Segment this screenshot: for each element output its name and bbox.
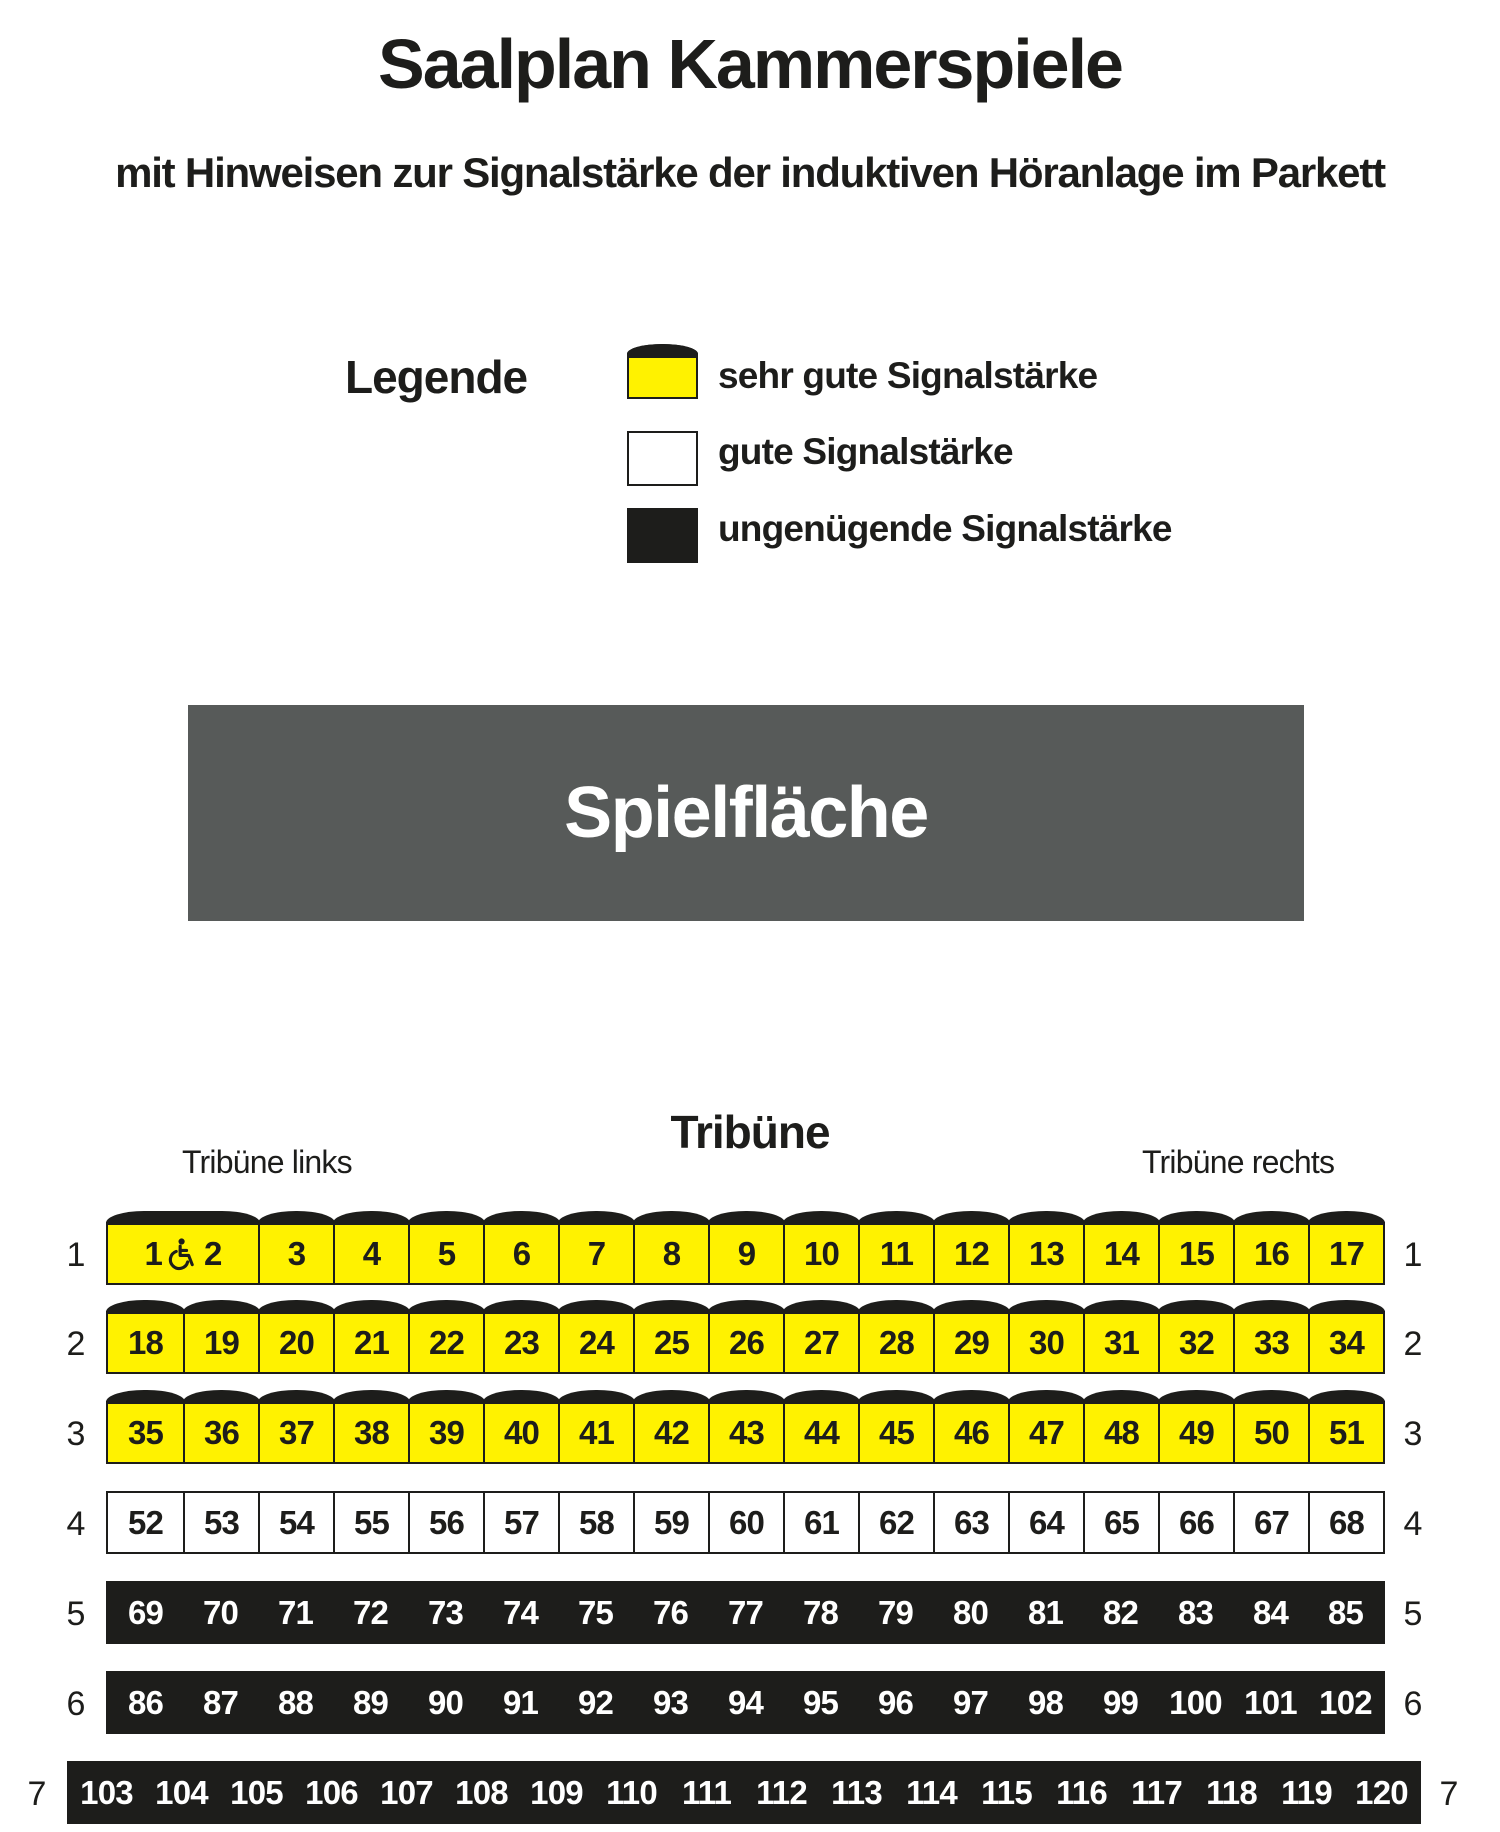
- seat-number: 10: [803, 1234, 840, 1272]
- seat-number: 53: [203, 1503, 240, 1541]
- seat-number: 119: [1281, 1773, 1332, 1811]
- seat-21[interactable]: [333, 1313, 408, 1372]
- seat-54[interactable]: [258, 1493, 333, 1552]
- seat-number: 89: [352, 1683, 389, 1721]
- seat-number: 12: [953, 1234, 990, 1272]
- seat-67[interactable]: [1233, 1493, 1308, 1552]
- seat-77[interactable]: [708, 1583, 783, 1642]
- seat-number: 72: [352, 1593, 389, 1631]
- seat-number: 92: [577, 1683, 614, 1721]
- row-number-left: 6: [66, 1685, 86, 1723]
- seat-92[interactable]: [558, 1673, 633, 1732]
- seat-number: 78: [802, 1593, 839, 1631]
- seat-76[interactable]: [633, 1583, 708, 1642]
- row-number-left: 5: [66, 1595, 86, 1633]
- seat-17[interactable]: [1308, 1224, 1383, 1283]
- seat-20[interactable]: [258, 1313, 333, 1372]
- seat-73[interactable]: [408, 1583, 483, 1642]
- seat-row-4: [106, 1491, 1385, 1554]
- seat-number: 55: [353, 1503, 390, 1541]
- seat-48[interactable]: [1083, 1403, 1158, 1462]
- seat-63[interactable]: [933, 1493, 1008, 1552]
- seat-46[interactable]: [933, 1403, 1008, 1462]
- seat-number: 52: [127, 1503, 164, 1541]
- seat-104[interactable]: [144, 1763, 219, 1822]
- seat-number: 65: [1103, 1503, 1140, 1541]
- seat-57[interactable]: [483, 1493, 558, 1552]
- seat-number: 112: [756, 1773, 807, 1811]
- row-number-right: 3: [1403, 1415, 1423, 1453]
- seat-23[interactable]: [483, 1313, 558, 1372]
- seat-number: 48: [1103, 1413, 1140, 1451]
- seat-47[interactable]: [1008, 1403, 1083, 1462]
- seat-56[interactable]: [408, 1493, 483, 1552]
- seat-number: 90: [427, 1683, 464, 1721]
- row-number-right: 7: [1439, 1775, 1459, 1813]
- seat-26[interactable]: [708, 1313, 783, 1372]
- seat-number: 45: [878, 1413, 915, 1451]
- seat-number: 93: [652, 1683, 689, 1721]
- row-number-left: 4: [66, 1505, 86, 1543]
- seat-number: 88: [277, 1683, 314, 1721]
- seat-number: 67: [1253, 1503, 1290, 1541]
- seat-27[interactable]: [783, 1313, 858, 1372]
- seat-83[interactable]: [1158, 1583, 1233, 1642]
- seat-87[interactable]: [183, 1673, 258, 1732]
- seat-number: 118: [1206, 1773, 1257, 1811]
- stage-label: Spielfläche: [564, 773, 928, 853]
- seat-number: 49: [1178, 1413, 1215, 1451]
- legend-swatch-insufficient: [627, 508, 698, 563]
- seat-number: 95: [802, 1683, 839, 1721]
- legend-label-insufficient: ungenügende Signalstärke: [718, 508, 1172, 549]
- seat-42[interactable]: [633, 1403, 708, 1462]
- seat-number: 32: [1178, 1323, 1215, 1361]
- seat-81[interactable]: [1008, 1583, 1083, 1642]
- seat-5[interactable]: [408, 1224, 483, 1283]
- seat-number: 46: [953, 1413, 990, 1451]
- seat-72[interactable]: [333, 1583, 408, 1642]
- seat-1[interactable]: [108, 1224, 258, 1283]
- seat-number: 62: [878, 1503, 915, 1541]
- seat-number: 63: [953, 1503, 990, 1541]
- seat-row-3: [106, 1401, 1385, 1464]
- seat-70[interactable]: [183, 1583, 258, 1642]
- seat-4[interactable]: [333, 1224, 408, 1283]
- seat-43[interactable]: [708, 1403, 783, 1462]
- seat-number: 31: [1103, 1323, 1140, 1361]
- seat-64[interactable]: [1008, 1493, 1083, 1552]
- seat-number: 3: [287, 1234, 306, 1272]
- seat-99[interactable]: [1083, 1673, 1158, 1732]
- seat-102[interactable]: [1308, 1673, 1383, 1732]
- seat-number: 60: [728, 1503, 765, 1541]
- seat-number: 77: [727, 1593, 764, 1631]
- seat-number: 74: [502, 1593, 539, 1631]
- seat-65[interactable]: [1083, 1493, 1158, 1552]
- seat-35[interactable]: [108, 1403, 183, 1462]
- seat-number: 81: [1027, 1593, 1064, 1631]
- seat-116[interactable]: [1044, 1763, 1119, 1822]
- seat-number: 73: [427, 1593, 464, 1631]
- seat-number: 54: [278, 1503, 315, 1541]
- seat-number: 23: [503, 1323, 540, 1361]
- seat-60[interactable]: [708, 1493, 783, 1552]
- seat-52[interactable]: [108, 1493, 183, 1552]
- seat-number: 38: [353, 1413, 390, 1451]
- seat-number: 19: [203, 1323, 240, 1361]
- seat-number: 76: [652, 1593, 689, 1631]
- seat-number: 56: [428, 1503, 465, 1541]
- seat-number: 85: [1327, 1593, 1364, 1631]
- seat-114[interactable]: [894, 1763, 969, 1822]
- seat-number: 18: [127, 1323, 164, 1361]
- row-number-right: 5: [1403, 1595, 1423, 1633]
- seat-66[interactable]: [1158, 1493, 1233, 1552]
- seat-number: 87: [202, 1683, 239, 1721]
- seat-number: 16: [1253, 1234, 1290, 1272]
- row-number-left: 1: [66, 1236, 86, 1274]
- seat-number: 105: [230, 1773, 283, 1811]
- seat-number: 11: [879, 1234, 914, 1272]
- seat-number: 25: [653, 1323, 690, 1361]
- page-subtitle: mit Hinweisen zur Signalstärke der induktiven Höranlage im Parkett: [115, 149, 1385, 196]
- seat-row-1: [106, 1222, 1385, 1285]
- seat-number: 9: [737, 1234, 756, 1272]
- seat-number: 120: [1355, 1773, 1408, 1811]
- seat-62[interactable]: [858, 1493, 933, 1552]
- seat-80[interactable]: [933, 1583, 1008, 1642]
- seat-29[interactable]: [933, 1313, 1008, 1372]
- seat-row-5: [106, 1581, 1385, 1644]
- seat-94[interactable]: [708, 1673, 783, 1732]
- seat-34[interactable]: [1308, 1313, 1383, 1372]
- seat-number: 69: [127, 1593, 164, 1631]
- seat-number: 99: [1102, 1683, 1139, 1721]
- seat-115[interactable]: [969, 1763, 1044, 1822]
- seat-8[interactable]: [633, 1224, 708, 1283]
- seat-number: 79: [877, 1593, 914, 1631]
- seat-number: 37: [278, 1413, 315, 1451]
- seat-number: 40: [503, 1413, 540, 1451]
- seat-89[interactable]: [333, 1673, 408, 1732]
- seat-19[interactable]: [183, 1313, 258, 1372]
- seat-number: 113: [831, 1773, 882, 1811]
- seat-106[interactable]: [294, 1763, 369, 1822]
- seat-69[interactable]: [108, 1583, 183, 1642]
- seat-number: 57: [503, 1503, 540, 1541]
- seat-number: 30: [1028, 1323, 1065, 1361]
- seat-40[interactable]: [483, 1403, 558, 1462]
- seat-75[interactable]: [558, 1583, 633, 1642]
- seat-number: 4: [362, 1234, 381, 1272]
- seat-37[interactable]: [258, 1403, 333, 1462]
- seat-119[interactable]: [1269, 1763, 1344, 1822]
- seat-row-7: [67, 1761, 1421, 1824]
- seat-number: 110: [606, 1773, 657, 1811]
- seat-68[interactable]: [1308, 1493, 1383, 1552]
- seat-22[interactable]: [408, 1313, 483, 1372]
- tribune-title: Tribüne: [670, 1106, 830, 1158]
- seat-number: 34: [1328, 1323, 1365, 1361]
- seat-number: 101: [1244, 1683, 1297, 1721]
- seat-7[interactable]: [558, 1224, 633, 1283]
- seat-58[interactable]: [558, 1493, 633, 1552]
- seat-41[interactable]: [558, 1403, 633, 1462]
- seat-103[interactable]: [69, 1763, 144, 1822]
- seat-98[interactable]: [1008, 1673, 1083, 1732]
- seat-number: 115: [981, 1773, 1032, 1811]
- seat-number: 61: [803, 1503, 840, 1541]
- seat-number: 96: [877, 1683, 914, 1721]
- seat-number: 26: [728, 1323, 765, 1361]
- seat-number: 21: [353, 1323, 390, 1361]
- seat-number: 35: [127, 1413, 164, 1451]
- seat-97[interactable]: [933, 1673, 1008, 1732]
- seat-number: 29: [953, 1323, 990, 1361]
- seat-number: 104: [155, 1773, 208, 1811]
- seat-number: 17: [1328, 1234, 1365, 1272]
- seat-number: 103: [80, 1773, 133, 1811]
- seat-45[interactable]: [858, 1403, 933, 1462]
- seat-24[interactable]: [558, 1313, 633, 1372]
- seat-number: 97: [952, 1683, 989, 1721]
- seat-number: 86: [127, 1683, 164, 1721]
- seat-71[interactable]: [258, 1583, 333, 1642]
- seat-number: 82: [1102, 1593, 1139, 1631]
- seat-95[interactable]: [783, 1673, 858, 1732]
- seat-row-6: [106, 1671, 1385, 1734]
- seat-number: 116: [1056, 1773, 1107, 1811]
- seat-number: 20: [278, 1323, 315, 1361]
- seat-55[interactable]: [333, 1493, 408, 1552]
- seat-number: 39: [428, 1413, 465, 1451]
- seat-number: 14: [1103, 1234, 1140, 1272]
- row-number-right: 6: [1403, 1685, 1423, 1723]
- seat-number: 109: [530, 1773, 583, 1811]
- seat-86[interactable]: [108, 1673, 183, 1732]
- row-number-left: 2: [66, 1325, 86, 1363]
- seat-number: 41: [578, 1413, 615, 1451]
- seat-number: 50: [1253, 1413, 1290, 1451]
- seat-number: 13: [1028, 1234, 1065, 1272]
- seat-11[interactable]: [858, 1224, 933, 1283]
- seat-number: 42: [653, 1413, 690, 1451]
- wheelchair-icon: [166, 1237, 200, 1271]
- seat-32[interactable]: [1158, 1313, 1233, 1372]
- seat-91[interactable]: [483, 1673, 558, 1732]
- seat-number: 59: [653, 1503, 690, 1541]
- seat-number: 7: [587, 1234, 606, 1272]
- seat-82[interactable]: [1083, 1583, 1158, 1642]
- seat-number: 44: [803, 1413, 840, 1451]
- seat-74[interactable]: [483, 1583, 558, 1642]
- seat-number: 24: [578, 1323, 615, 1361]
- seat-9[interactable]: [708, 1224, 783, 1283]
- legend-label-good: gute Signalstärke: [718, 431, 1013, 472]
- seat-6[interactable]: [483, 1224, 558, 1283]
- legend-heading: Legende: [345, 351, 528, 403]
- seat-number: 28: [878, 1323, 915, 1361]
- seat-101[interactable]: [1233, 1673, 1308, 1732]
- seat-number: 2: [204, 1234, 222, 1272]
- seat-117[interactable]: [1119, 1763, 1194, 1822]
- seat-59[interactable]: [633, 1493, 708, 1552]
- seat-number: 107: [380, 1773, 433, 1811]
- seat-49[interactable]: [1158, 1403, 1233, 1462]
- seat-79[interactable]: [858, 1583, 933, 1642]
- seat-3[interactable]: [258, 1224, 333, 1283]
- seat-39[interactable]: [408, 1403, 483, 1462]
- seat-108[interactable]: [444, 1763, 519, 1822]
- seat-44[interactable]: [783, 1403, 858, 1462]
- seat-28[interactable]: [858, 1313, 933, 1372]
- legend-label-very-good: sehr gute Signalstärke: [718, 355, 1098, 396]
- seat-14[interactable]: [1083, 1224, 1158, 1283]
- tribune-left-label: Tribüne links: [182, 1144, 352, 1180]
- seat-90[interactable]: [408, 1673, 483, 1732]
- seat-number: 64: [1028, 1503, 1065, 1541]
- seat-number: 51: [1328, 1413, 1365, 1451]
- seat-88[interactable]: [258, 1673, 333, 1732]
- seat-number: 83: [1177, 1593, 1214, 1631]
- seat-51[interactable]: [1308, 1403, 1383, 1462]
- seat-84[interactable]: [1233, 1583, 1308, 1642]
- seat-number: 102: [1319, 1683, 1372, 1721]
- seat-number: 91: [502, 1683, 539, 1721]
- row-number-right: 1: [1403, 1236, 1423, 1274]
- seat-85[interactable]: [1308, 1583, 1383, 1642]
- row-number-right: 2: [1403, 1325, 1423, 1363]
- row-number-left: 7: [27, 1775, 47, 1813]
- seat-110[interactable]: [594, 1763, 669, 1822]
- seat-61[interactable]: [783, 1493, 858, 1552]
- seat-number: 100: [1169, 1683, 1222, 1721]
- seat-12[interactable]: [933, 1224, 1008, 1283]
- seat-number: 106: [305, 1773, 358, 1811]
- seat-100[interactable]: [1158, 1673, 1233, 1732]
- legend-swatch-very-good: [627, 344, 698, 399]
- tribune-right-label: Tribüne rechts: [1142, 1144, 1335, 1180]
- seat-number: 5: [437, 1234, 456, 1272]
- seat-96[interactable]: [858, 1673, 933, 1732]
- seat-113[interactable]: [819, 1763, 894, 1822]
- seat-50[interactable]: [1233, 1403, 1308, 1462]
- seat-number: 43: [728, 1413, 765, 1451]
- seat-number: 1: [144, 1234, 162, 1272]
- seat-number: 71: [277, 1593, 314, 1631]
- seat-number: 27: [803, 1323, 840, 1361]
- seat-number: 111: [681, 1773, 732, 1811]
- seat-number: 68: [1328, 1503, 1365, 1541]
- seat-number: 8: [662, 1234, 681, 1272]
- seat-number: 117: [1131, 1773, 1182, 1811]
- seat-120[interactable]: [1344, 1763, 1419, 1822]
- seat-78[interactable]: [783, 1583, 858, 1642]
- row-number-left: 3: [66, 1415, 86, 1453]
- seat-107[interactable]: [369, 1763, 444, 1822]
- seat-36[interactable]: [183, 1403, 258, 1462]
- seat-number: 33: [1253, 1323, 1290, 1361]
- seat-25[interactable]: [633, 1313, 708, 1372]
- seat-number: 15: [1178, 1234, 1215, 1272]
- seat-number: 114: [906, 1773, 957, 1811]
- seat-16[interactable]: [1233, 1224, 1308, 1283]
- stage-area: [188, 705, 1304, 921]
- seat-number: 94: [727, 1683, 764, 1721]
- seat-number: 6: [512, 1234, 531, 1272]
- seat-111[interactable]: [669, 1763, 744, 1822]
- seat-38[interactable]: [333, 1403, 408, 1462]
- seat-number: 75: [577, 1593, 614, 1631]
- seat-number: 22: [428, 1323, 465, 1361]
- seat-10[interactable]: [783, 1224, 858, 1283]
- seat-33[interactable]: [1233, 1313, 1308, 1372]
- seat-number: 84: [1252, 1593, 1289, 1631]
- seat-93[interactable]: [633, 1673, 708, 1732]
- seat-18[interactable]: [108, 1313, 183, 1372]
- seat-number: 70: [202, 1593, 239, 1631]
- page-title: Saalplan Kammerspiele: [378, 25, 1122, 103]
- seat-109[interactable]: [519, 1763, 594, 1822]
- seat-number: 108: [455, 1773, 508, 1811]
- legend-swatch-good: [627, 431, 698, 486]
- row-number-right: 4: [1403, 1505, 1423, 1543]
- seat-13[interactable]: [1008, 1224, 1083, 1283]
- seat-15[interactable]: [1158, 1224, 1233, 1283]
- seat-112[interactable]: [744, 1763, 819, 1822]
- seat-105[interactable]: [219, 1763, 294, 1822]
- seat-number: 80: [952, 1593, 989, 1631]
- seat-row-2: [106, 1311, 1385, 1374]
- seat-30[interactable]: [1008, 1313, 1083, 1372]
- seat-number: 47: [1028, 1413, 1065, 1451]
- seat-53[interactable]: [183, 1493, 258, 1552]
- seat-number: 36: [203, 1413, 240, 1451]
- seat-31[interactable]: [1083, 1313, 1158, 1372]
- seat-number: 66: [1178, 1503, 1215, 1541]
- seat-118[interactable]: [1194, 1763, 1269, 1822]
- seat-number: 98: [1027, 1683, 1064, 1721]
- seat-number: 58: [578, 1503, 615, 1541]
